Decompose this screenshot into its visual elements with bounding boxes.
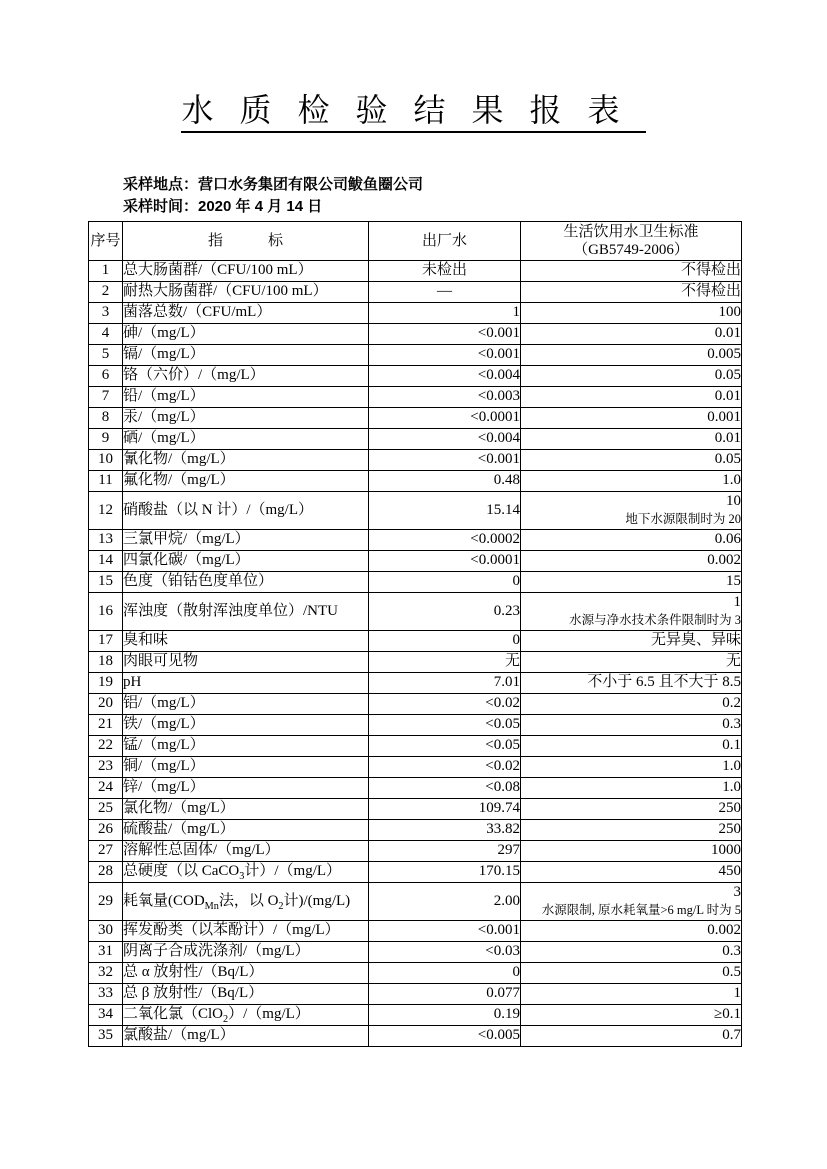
row-number-cell: 9: [89, 428, 123, 449]
standard-value-cell: [521, 281, 742, 302]
standard-value-cell: [521, 861, 742, 882]
effluent-value-cell: 0.077: [369, 983, 521, 1004]
standard-header-line1: 生活饮用水卫生标准: [563, 223, 699, 240]
standard-value: 1000: [711, 842, 741, 859]
table-row: [89, 529, 742, 550]
effluent-value-cell: 7.01: [369, 672, 521, 693]
row-number-cell: 30: [89, 920, 123, 941]
standard-value-cell: [521, 920, 742, 941]
table-row: [89, 491, 742, 529]
standard-value: 1.0: [722, 758, 741, 775]
standard-value-cell: [521, 693, 742, 714]
effluent-value-cell: 0.23: [369, 592, 521, 630]
standard-value-cell: [521, 1004, 742, 1025]
standard-value: 250: [718, 821, 741, 838]
row-number-cell: 35: [89, 1025, 123, 1046]
sampling-info: [123, 174, 827, 218]
title-block: [0, 0, 827, 133]
table-row: [89, 630, 742, 651]
standard-value: 0.7: [722, 1027, 741, 1044]
effluent-value-cell: <0.0001: [369, 550, 521, 571]
row-number-cell: 22: [89, 735, 123, 756]
column-header-effluent: 出厂水: [369, 221, 521, 260]
effluent-value-cell: <0.02: [369, 693, 521, 714]
effluent-value-cell: <0.001: [369, 920, 521, 941]
table-row: [89, 428, 742, 449]
standard-value-cell: [521, 962, 742, 983]
indicator-cell: 氯酸盐/（mg/L）: [123, 1025, 369, 1046]
row-number-cell: 8: [89, 407, 123, 428]
standard-value: 0.01: [714, 388, 741, 405]
indicator-cell: 溶解性总固体/（mg/L）: [123, 840, 369, 861]
standard-value-cell: [521, 550, 742, 571]
indicator-cell: 镉/（mg/L）: [123, 344, 369, 365]
row-number-cell: 5: [89, 344, 123, 365]
indicator-cell: 氟化物/（mg/L）: [123, 470, 369, 491]
water-quality-table: [88, 221, 742, 1047]
effluent-value-cell: <0.004: [369, 365, 521, 386]
effluent-value-cell: 2.00: [369, 882, 521, 920]
effluent-value-cell: 0: [369, 571, 521, 592]
indicator-cell: 总 α 放射性/（Bq/L）: [123, 962, 369, 983]
table-row: [89, 1025, 742, 1046]
indicator-cell: 铜/（mg/L）: [123, 756, 369, 777]
effluent-value-cell: <0.001: [369, 449, 521, 470]
indicator-cell: 锌/（mg/L）: [123, 777, 369, 798]
column-header-indicator: 指 标: [123, 221, 369, 260]
standard-value-cell: [521, 407, 742, 428]
indicator-cell: 硒/（mg/L）: [123, 428, 369, 449]
effluent-value-cell: 0: [369, 962, 521, 983]
row-number-cell: 34: [89, 1004, 123, 1025]
standard-value: 250: [718, 800, 741, 817]
effluent-value-cell: <0.02: [369, 756, 521, 777]
indicator-cell: 色度（铂钴色度单位）: [123, 571, 369, 592]
table-row: [89, 714, 742, 735]
standard-value: 0.5: [722, 964, 741, 981]
table-row: [89, 962, 742, 983]
standard-value-cell: [521, 756, 742, 777]
row-number-cell: 16: [89, 592, 123, 630]
standard-value: 0.01: [714, 325, 741, 342]
column-header-no: 序号: [89, 221, 123, 260]
standard-value-cell: [521, 529, 742, 550]
standard-value: 100: [718, 304, 741, 321]
table-row: [89, 672, 742, 693]
indicator-cell: 耗氧量($COD_{Mn}$法，以 $O_2$计)/(mg/L): [123, 882, 369, 920]
standard-value: 1: [733, 985, 741, 1002]
row-number-cell: 10: [89, 449, 123, 470]
row-number-cell: 11: [89, 470, 123, 491]
standard-value-cell: [521, 941, 742, 962]
table-row: [89, 819, 742, 840]
standard-value-cell: [521, 630, 742, 651]
standard-value-cell: [521, 882, 742, 920]
standard-value: 1.0: [722, 779, 741, 796]
indicator-cell: 硫酸盐/（mg/L）: [123, 819, 369, 840]
indicator-cell: 铬（六价）/（mg/L）: [123, 365, 369, 386]
standard-value: 0.05: [714, 367, 741, 384]
indicator-cell: 锰/（mg/L）: [123, 735, 369, 756]
effluent-value-cell: 1: [369, 302, 521, 323]
standard-value: 0.005: [707, 346, 741, 363]
indicator-cell: 四氯化碳/（mg/L）: [123, 550, 369, 571]
standard-header-line2: （GB5749-2006）: [573, 241, 689, 258]
table-row: [89, 592, 742, 630]
row-number-cell: 14: [89, 550, 123, 571]
table-body: [89, 260, 742, 1046]
effluent-value-cell: <0.001: [369, 344, 521, 365]
row-number-cell: 28: [89, 861, 123, 882]
standard-value: 3: [733, 883, 741, 900]
row-number-cell: 31: [89, 941, 123, 962]
standard-value-cell: [521, 819, 742, 840]
standard-value-cell: [521, 470, 742, 491]
effluent-value-cell: 170.15: [369, 861, 521, 882]
effluent-value-cell: 无: [369, 651, 521, 672]
standard-value-cell: [521, 1025, 742, 1046]
standard-value-cell: [521, 714, 742, 735]
table-row: [89, 941, 742, 962]
table-row: [89, 470, 742, 491]
effluent-value-cell: —: [369, 281, 521, 302]
table-row: [89, 651, 742, 672]
row-number-cell: 4: [89, 323, 123, 344]
indicator-cell: 挥发酚类（以苯酚计）/（mg/L）: [123, 920, 369, 941]
row-number-cell: 2: [89, 281, 123, 302]
row-number-cell: 23: [89, 756, 123, 777]
effluent-value-cell: <0.0002: [369, 529, 521, 550]
effluent-value-cell: 未检出: [369, 260, 521, 281]
standard-value: 不得检出: [680, 283, 741, 300]
indicator-cell: 总硬度（以 CaCO$_3$计）/（mg/L）: [123, 861, 369, 882]
row-number-cell: 19: [89, 672, 123, 693]
table-row: [89, 777, 742, 798]
standard-note: 水源与净水技术条件限制时为 3: [569, 612, 741, 627]
standard-value-cell: [521, 386, 742, 407]
effluent-value-cell: <0.05: [369, 735, 521, 756]
indicator-cell: 铁/（mg/L）: [123, 714, 369, 735]
column-header-standard: [521, 221, 742, 260]
standard-value: 0.1: [722, 737, 741, 754]
table-row: [89, 882, 742, 920]
table-row: [89, 365, 742, 386]
table-row: [89, 302, 742, 323]
table-row: [89, 386, 742, 407]
table-row: [89, 798, 742, 819]
indicator-cell: 汞/（mg/L）: [123, 407, 369, 428]
standard-value-cell: [521, 798, 742, 819]
indicator-cell: 硝酸盐（以 N 计）/（mg/L）: [123, 491, 369, 529]
row-number-cell: 15: [89, 571, 123, 592]
standard-value-cell: [521, 344, 742, 365]
row-number-cell: 7: [89, 386, 123, 407]
table-row: [89, 407, 742, 428]
row-number-cell: 1: [89, 260, 123, 281]
standard-value-cell: [521, 365, 742, 386]
standard-value: 1.0: [722, 472, 741, 489]
table-row: [89, 449, 742, 470]
row-number-cell: 24: [89, 777, 123, 798]
sampling-location: 采样地点：营口水务集团有限公司鲅鱼圈公司: [123, 175, 424, 193]
effluent-value-cell: 33.82: [369, 819, 521, 840]
row-number-cell: 32: [89, 962, 123, 983]
indicator-cell: 三氯甲烷/（mg/L）: [123, 529, 369, 550]
row-number-cell: 29: [89, 882, 123, 920]
standard-value-cell: [521, 302, 742, 323]
indicator-cell: 二氧化氯（ClO$_2$）/（mg/L）: [123, 1004, 369, 1025]
standard-value: 不小于 6.5 且不大于 8.5: [587, 674, 741, 691]
table-row: [89, 735, 742, 756]
standard-value-cell: [521, 571, 742, 592]
standard-value: 0.3: [722, 943, 741, 960]
standard-value: 不得检出: [680, 262, 741, 279]
effluent-value-cell: <0.005: [369, 1025, 521, 1046]
indicator-cell: 铅/（mg/L）: [123, 386, 369, 407]
row-number-cell: 27: [89, 840, 123, 861]
table-row: [89, 281, 742, 302]
effluent-value-cell: 297: [369, 840, 521, 861]
effluent-value-cell: 0: [369, 630, 521, 651]
indicator-cell: 菌落总数/（CFU/mL）: [123, 302, 369, 323]
row-number-cell: 18: [89, 651, 123, 672]
table-row: [89, 344, 742, 365]
standard-value-cell: [521, 840, 742, 861]
standard-value-cell: [521, 260, 742, 281]
table-row: [89, 571, 742, 592]
indicator-cell: 氰化物/（mg/L）: [123, 449, 369, 470]
indicator-cell: 砷/（mg/L）: [123, 323, 369, 344]
indicator-cell: 铝/（mg/L）: [123, 693, 369, 714]
standard-note: 水源限制, 原水耗氧量>6 mg/L 时为 5: [541, 902, 741, 917]
standard-value: 无异臭、异味: [650, 632, 741, 649]
effluent-value-cell: <0.001: [369, 323, 521, 344]
indicator-cell: 阴离子合成洗涤剂/（mg/L）: [123, 941, 369, 962]
effluent-value-cell: 0.19: [369, 1004, 521, 1025]
standard-value-cell: [521, 491, 742, 529]
effluent-value-cell: <0.08: [369, 777, 521, 798]
standard-value: 1: [733, 593, 741, 610]
effluent-value-cell: <0.004: [369, 428, 521, 449]
table-row: [89, 861, 742, 882]
row-number-cell: 3: [89, 302, 123, 323]
standard-value: 0.002: [707, 922, 741, 939]
indicator-cell: 耐热大肠菌群/（CFU/100 mL）: [123, 281, 369, 302]
standard-value: 0.2: [722, 695, 741, 712]
standard-value: 无: [725, 653, 741, 670]
sampling-time: 采样时间：2020 年 4 月 14 日: [123, 197, 323, 215]
standard-value-cell: [521, 735, 742, 756]
table-row: [89, 550, 742, 571]
standard-value-cell: [521, 592, 742, 630]
table-row: [89, 693, 742, 714]
table-row: [89, 1004, 742, 1025]
table-header-row: [89, 221, 742, 260]
row-number-cell: 13: [89, 529, 123, 550]
effluent-value-cell: <0.003: [369, 386, 521, 407]
table-row: [89, 756, 742, 777]
indicator-cell: 总大肠菌群/（CFU/100 mL）: [123, 260, 369, 281]
row-number-cell: 20: [89, 693, 123, 714]
standard-note: 地下水源限制时为 20: [625, 511, 741, 526]
standard-value-cell: [521, 672, 742, 693]
indicator-cell: 浑浊度（散射浑浊度单位）/NTU: [123, 592, 369, 630]
standard-value-cell: [521, 323, 742, 344]
effluent-value-cell: <0.05: [369, 714, 521, 735]
indicator-cell: 总 β 放射性/（Bq/L）: [123, 983, 369, 1004]
table-row: [89, 260, 742, 281]
effluent-value-cell: 0.48: [369, 470, 521, 491]
effluent-value-cell: <0.0001: [369, 407, 521, 428]
indicator-cell: 氯化物/（mg/L）: [123, 798, 369, 819]
standard-value: ≥0.1: [714, 1006, 741, 1023]
standard-value-cell: [521, 777, 742, 798]
table-row: [89, 920, 742, 941]
row-number-cell: 21: [89, 714, 123, 735]
standard-value-cell: [521, 428, 742, 449]
row-number-cell: 6: [89, 365, 123, 386]
standard-value: 0.01: [714, 430, 741, 447]
row-number-cell: 17: [89, 630, 123, 651]
standard-value-cell: [521, 983, 742, 1004]
row-number-cell: 25: [89, 798, 123, 819]
table-row: [89, 323, 742, 344]
table-row: [89, 983, 742, 1004]
indicator-cell: 肉眼可见物: [123, 651, 369, 672]
standard-value: 0.06: [714, 531, 741, 548]
indicator-cell: pH: [123, 672, 369, 693]
effluent-value-cell: 15.14: [369, 491, 521, 529]
standard-value: 10: [726, 492, 741, 509]
row-number-cell: 26: [89, 819, 123, 840]
effluent-value-cell: <0.03: [369, 941, 521, 962]
standard-value: 450: [718, 863, 741, 880]
standard-value-cell: [521, 651, 742, 672]
page-title: 水质检验结果报表: [181, 93, 645, 133]
table-row: [89, 840, 742, 861]
effluent-value-cell: 109.74: [369, 798, 521, 819]
standard-value: 15: [726, 573, 741, 590]
standard-value: 0.001: [707, 409, 741, 426]
standard-value: 0.05: [714, 451, 741, 468]
row-number-cell: 12: [89, 491, 123, 529]
standard-value: 0.3: [722, 716, 741, 733]
indicator-cell: 臭和味: [123, 630, 369, 651]
standard-value: 0.002: [707, 552, 741, 569]
standard-value-cell: [521, 449, 742, 470]
row-number-cell: 33: [89, 983, 123, 1004]
